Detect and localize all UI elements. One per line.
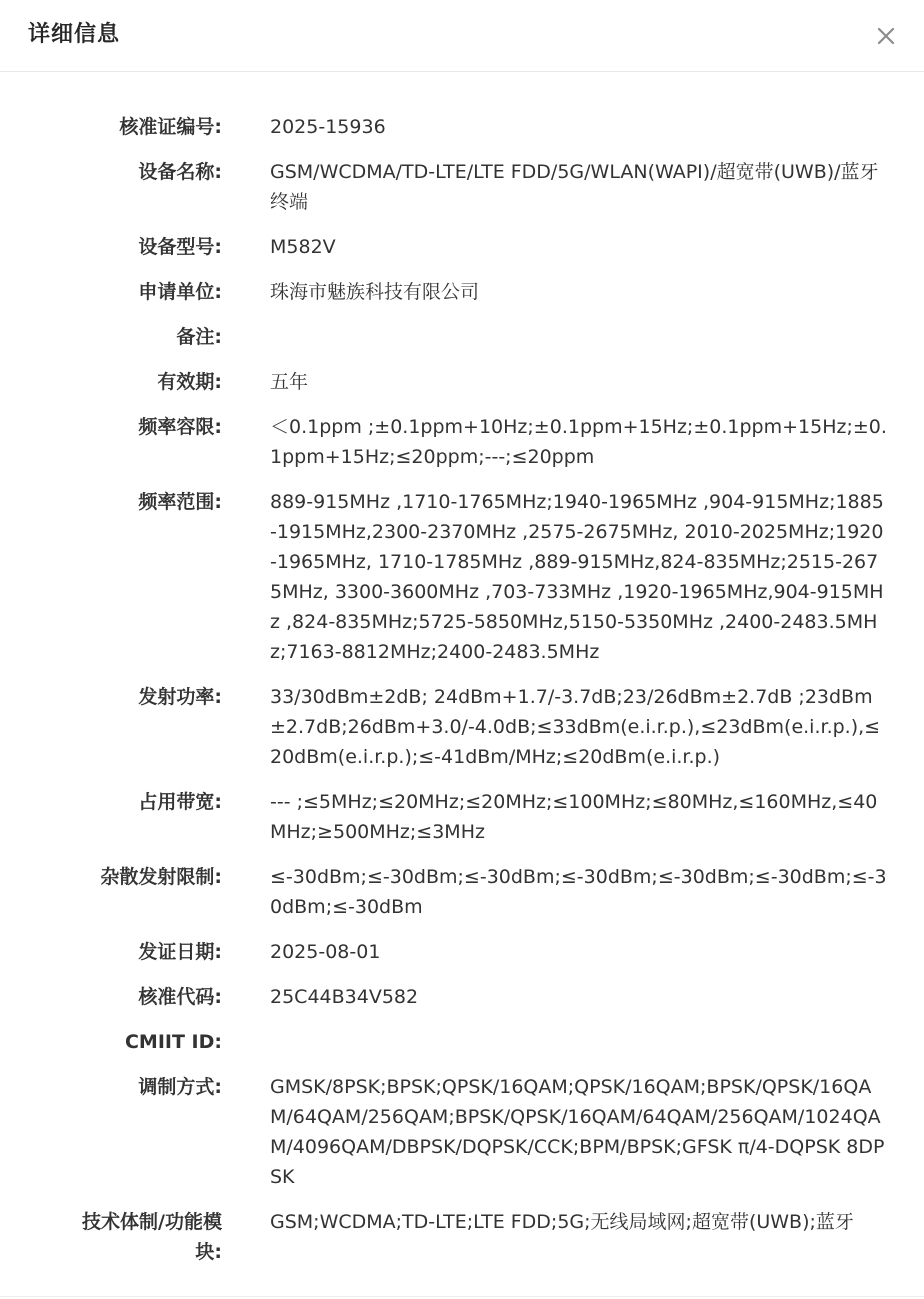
field-device-model [0, 232, 924, 262]
dialog-bottom-divider [0, 1296, 924, 1297]
close-icon[interactable] [872, 22, 900, 50]
field-label: 占用带宽: [138, 791, 222, 813]
field-value: GSM;WCDMA;TD-LTE;LTE FDD;5G;无线局域网;超宽带(UWB);蓝牙 [270, 1211, 854, 1233]
field-remarks [0, 322, 924, 352]
field-label: 发射功率: [138, 686, 222, 708]
field-frequency-range [0, 487, 924, 667]
field-label: 申请单位: [138, 281, 222, 303]
field-label: 设备名称: [138, 161, 222, 183]
field-label: 有效期: [157, 371, 222, 393]
field-label: 备注: [176, 326, 222, 348]
field-value: 889-915MHz ,1710-1765MHz;1940-1965MHz ,904-915MHz;1885-1915MHz,2300-2370MHz ,2575-2675MHz, 2010-2025MHz;1920-1965MHz, 1710-1785MHz ,889-915MHz,824-835MHz;2515-2675MHz, 3300-3600MHz ,703-733MHz ,1920-1965MHz,904-915MHz ,824-835MHz;5725-5850MHz,5150-5350MHz ,2400-2483.5MHz;7163-8812MHz;2400-2483.5MHz [270, 491, 884, 663]
field-label: CMIIT ID: [124, 1031, 222, 1053]
field-label: 杂散发射限制: [100, 866, 222, 888]
field-cmiit-id [0, 1027, 924, 1057]
field-value: GSM/WCDMA/TD-LTE/LTE FDD/5G/WLAN(WAPI)/超宽带(UWB)/蓝牙终端 [270, 161, 879, 213]
field-transmit-power [0, 682, 924, 772]
dialog-header [0, 0, 924, 72]
field-issue-date [0, 937, 924, 967]
field-validity [0, 367, 924, 397]
detail-list [0, 112, 924, 1282]
field-frequency-tolerance [0, 412, 924, 472]
field-value: ＜0.1ppm ;±0.1ppm+10Hz;±0.1ppm+15Hz;±0.1ppm+15Hz;±0.1ppm+15Hz;≤20ppm;---;≤20ppm [270, 416, 887, 468]
field-label: 设备型号: [138, 236, 222, 258]
field-value: GMSK/8PSK;BPSK;QPSK/16QAM;QPSK/16QAM;BPSK/QPSK/16QAM/64QAM/256QAM;BPSK/QPSK/16QAM/64QAM/256QAM/1024QAM/4096QAM/DBPSK/DQPSK/CCK;BPM/BPSK;GFSK π/4-DQPSK 8DPSK [270, 1076, 885, 1188]
field-value: 珠海市魅族科技有限公司 [270, 281, 480, 303]
field-label: 调制方式: [138, 1076, 222, 1098]
field-label: 频率容限: [138, 416, 222, 438]
field-value: 25C44B34V582 [270, 986, 419, 1008]
field-occupied-bandwidth [0, 787, 924, 847]
field-technology-module [0, 1207, 924, 1267]
field-applicant [0, 277, 924, 307]
field-value [270, 322, 888, 352]
field-approval-number [0, 112, 924, 142]
field-spurious-emission [0, 862, 924, 922]
field-label: 核准代码: [138, 986, 222, 1008]
field-label: 发证日期: [138, 941, 222, 963]
field-approval-code [0, 982, 924, 1012]
field-value [270, 1027, 888, 1057]
field-label: 频率范围: [138, 491, 222, 513]
field-value: 2025-15936 [270, 116, 386, 138]
field-value: M582V [270, 236, 336, 258]
field-device-name [0, 157, 924, 217]
field-label: 技术体制/功能模块: [82, 1211, 222, 1263]
field-value: 33/30dBm±2dB; 24dBm+1.7/-3.7dB;23/26dBm±2.7dB ;23dBm±2.7dB;26dBm+3.0/-4.0dB;≤33dBm(e.i.r.p.),≤23dBm(e.i.r.p.),≤20dBm(e.i.r.p.);≤-41dBm/MHz;≤20dBm(e.i.r.p.) [270, 686, 881, 768]
field-value: 2025-08-01 [270, 941, 381, 963]
field-value: ≤-30dBm;≤-30dBm;≤-30dBm;≤-30dBm;≤-30dBm;≤-30dBm;≤-30dBm;≤-30dBm [270, 866, 887, 918]
field-modulation [0, 1072, 924, 1192]
dialog-title: 详细信息 [28, 22, 121, 47]
field-label: 核准证编号: [119, 116, 222, 138]
field-value: 五年 [270, 371, 309, 393]
field-value: --- ;≤5MHz;≤20MHz;≤20MHz;≤100MHz;≤80MHz,≤160MHz,≤40MHz;≥500MHz;≤3MHz [270, 791, 878, 843]
